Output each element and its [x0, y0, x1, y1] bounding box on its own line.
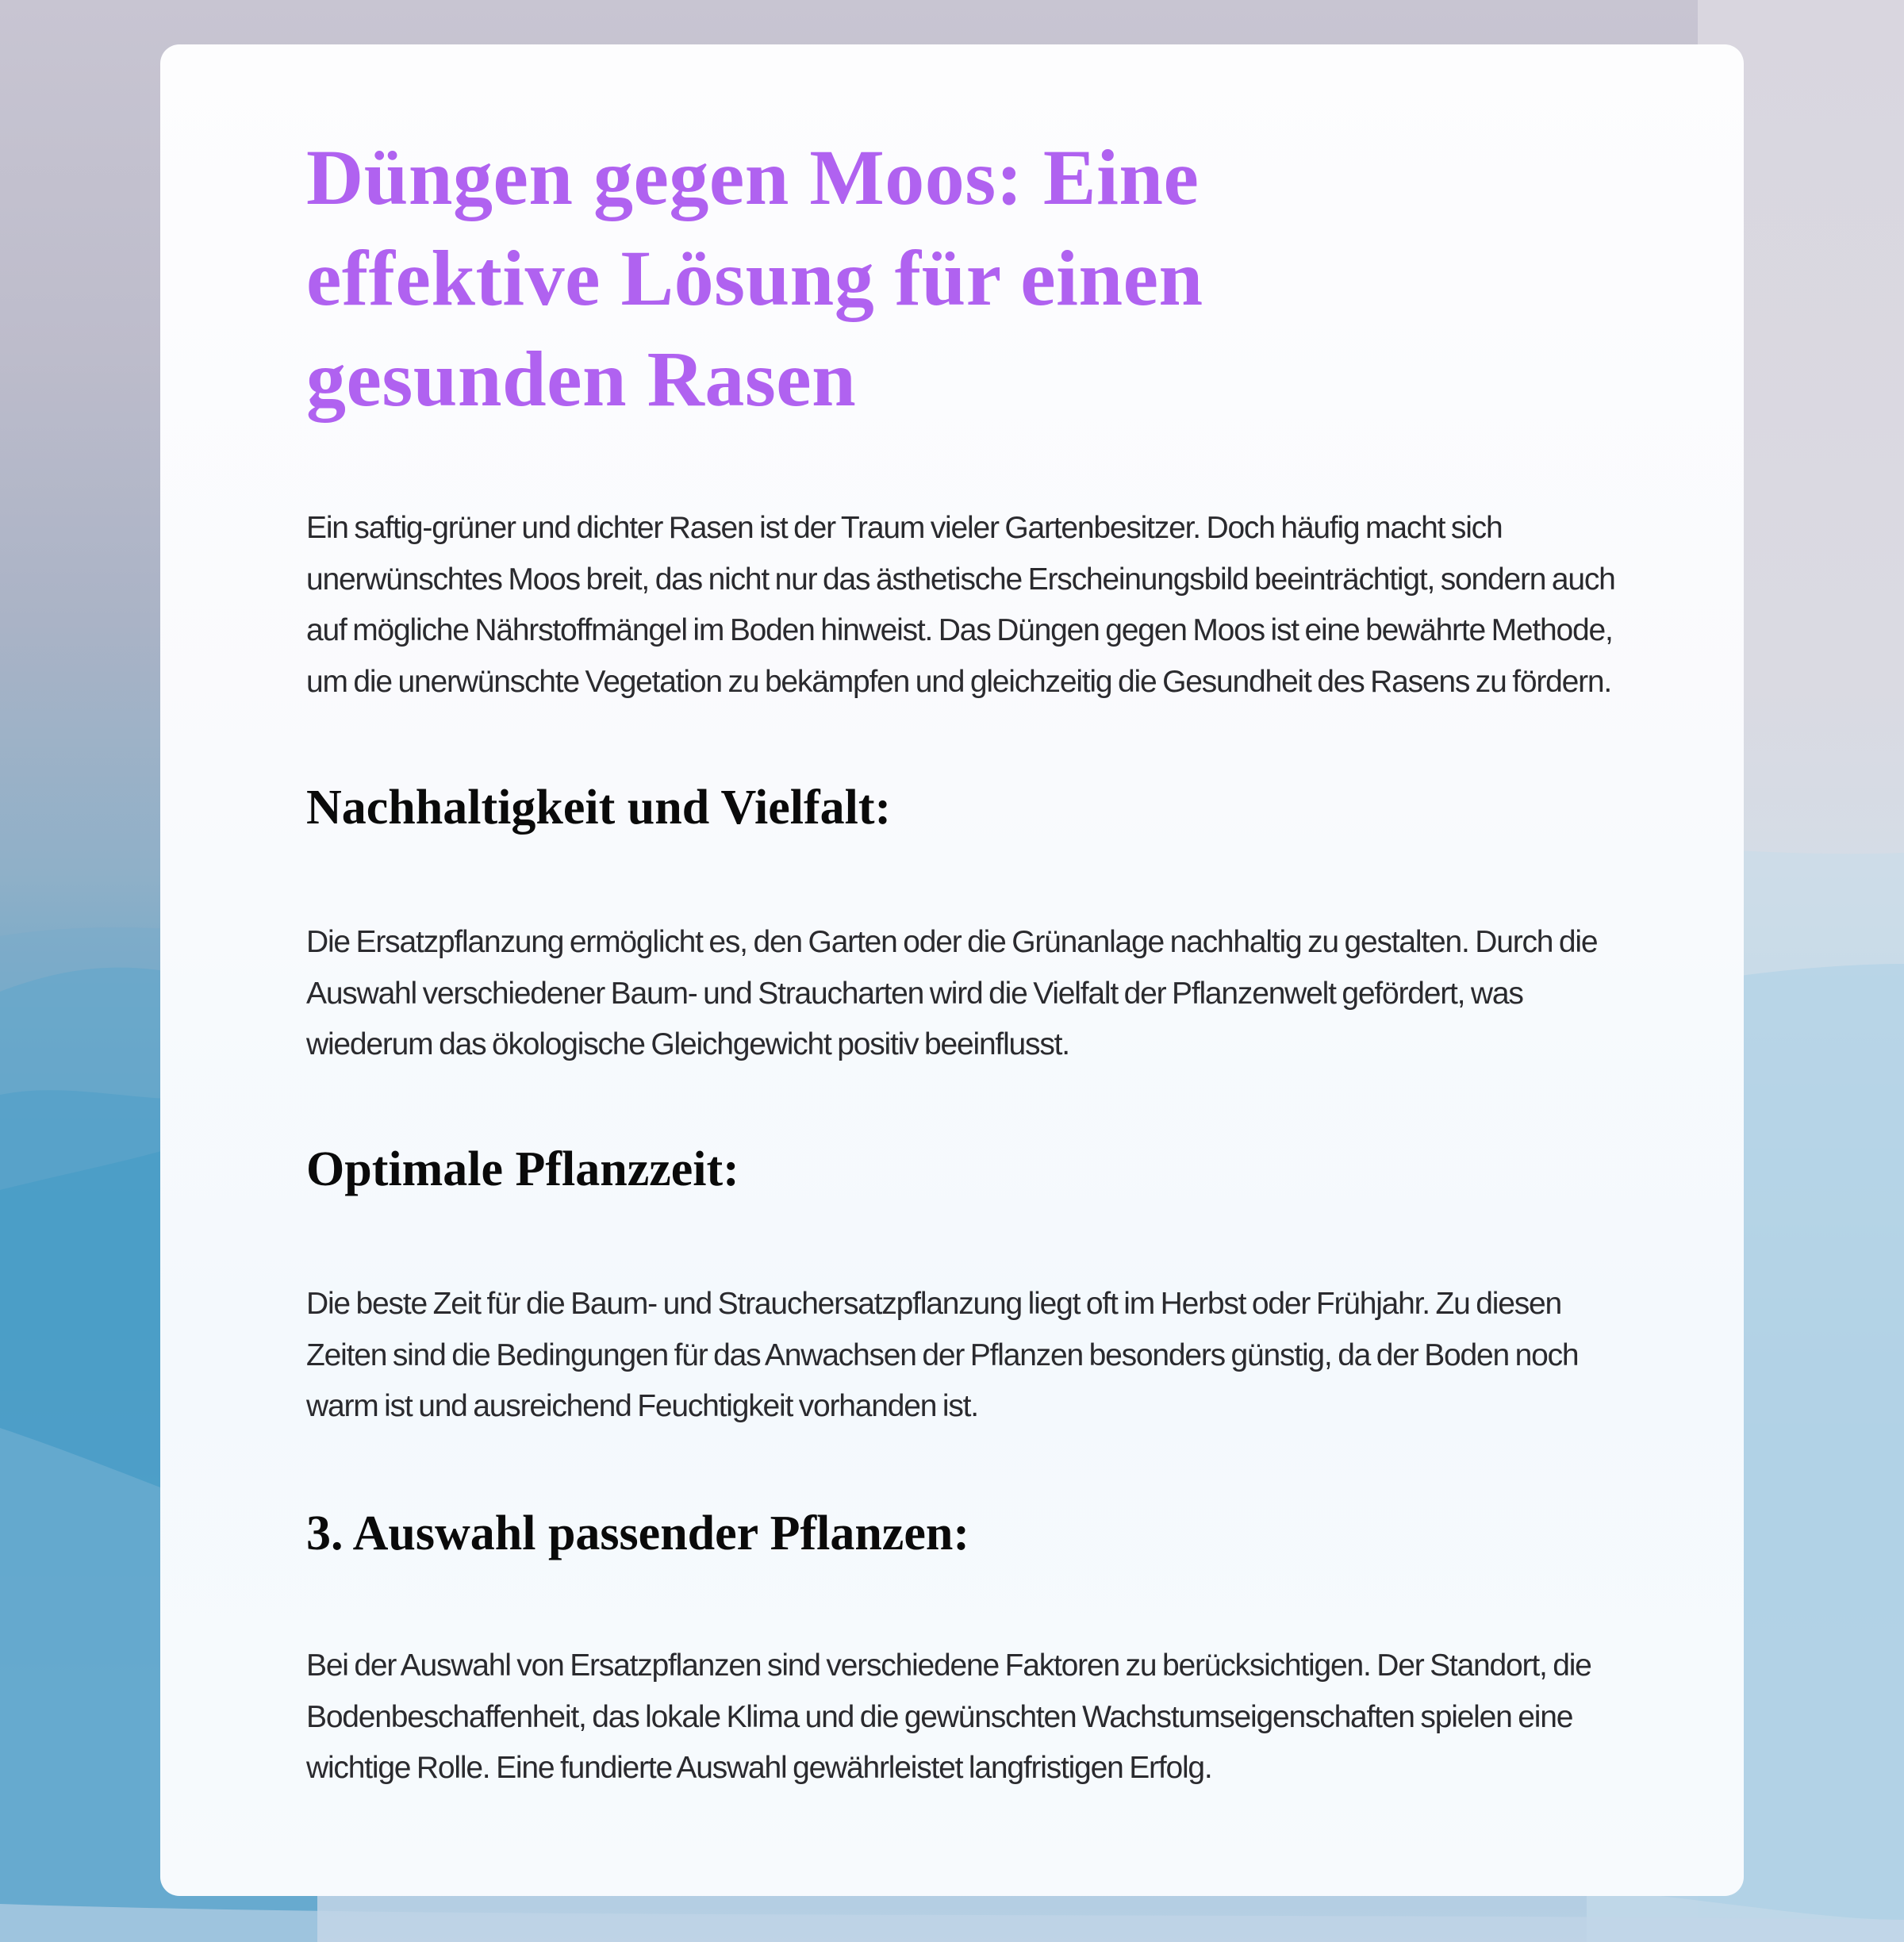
- section-heading-auswahl: 3. Auswahl passender Pflanzen:: [306, 1506, 969, 1560]
- section-body-pflanzzeit: Die beste Zeit für die Baum- und Strauchersatzpflanzung liegt oft im Herbst oder Frühjahr. Zu diesen Zeiten sind die Bedingungen für das Anwachsen der Pflanzen besonders günstig, da der Boden noch warm ist und ausreichend Feuchtigkeit vorhanden ist.: [306, 1287, 1579, 1423]
- section-heading-nachhaltigkeit: Nachhaltigkeit und Vielfalt:: [306, 781, 892, 835]
- article-title: Düngen gegen Moos: Eine effektive Lösung für einen gesunden Rasen: [306, 133, 1203, 423]
- section-body-nachhaltigkeit: Die Ersatzpflanzung ermöglicht es, den Garten oder die Grünanlage nachhaltig zu gestalten. Durch die Auswahl verschiedener Baum- und Straucharten wird die Vielfalt der Pflanzenwelt gefördert, was wiederum das ökologische Gleichgewicht positiv beeinflusst.: [306, 925, 1598, 1061]
- article-card: [160, 44, 1744, 1896]
- intro-paragraph: Ein saftig-grüner und dichter Rasen ist der Traum vieler Gartenbesitzer. Doch häufig macht sich unerwünschtes Moos breit, das nicht nur das ästhetische Erscheinungsbild beeinträchtigt, sondern auch auf mögliche Nährstoffmängel im Boden hinweist. Das Düngen gegen Moos ist eine bewährte Methode, um die unerwünschte Vegetation zu bekämpfen und gleichzeitig die Gesundheit des Rasens zu fördern.: [306, 511, 1615, 699]
- section-body-auswahl: Bei der Auswahl von Ersatzpflanzen sind verschiedene Faktoren zu berücksichtigen. Der Standort, die Bodenbeschaffenheit, das lokale Klima und die gewünschten Wachstumseigenschaften spielen eine wichtige Rolle. Eine fundierte Auswahl gewährleistet langfristigen Erfolg.: [306, 1648, 1591, 1785]
- section-heading-pflanzzeit: Optimale Pflanzzeit:: [306, 1142, 739, 1196]
